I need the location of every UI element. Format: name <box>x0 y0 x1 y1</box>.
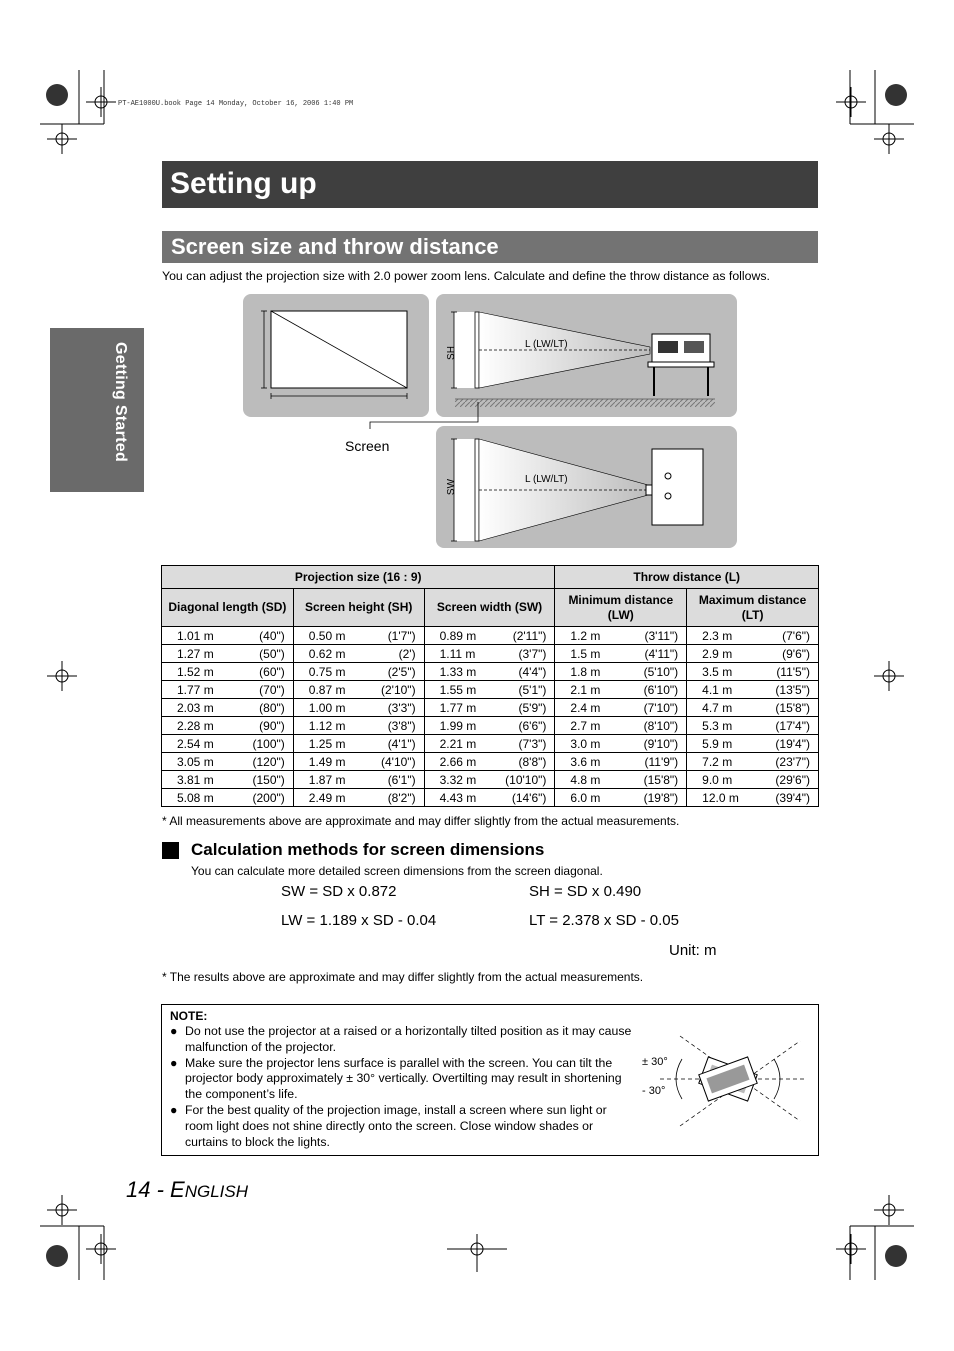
cell-metric: 2.66 m <box>439 754 477 769</box>
cell-metric: 1.49 m <box>308 754 346 769</box>
cell-metric: 1.55 m <box>439 682 477 697</box>
table-cell <box>162 771 294 789</box>
cell-imperial: (19'8") <box>643 790 679 805</box>
cell-metric: 7.2 m <box>702 754 733 769</box>
cell-imperial: (23'7") <box>775 754 810 769</box>
table-row <box>162 663 819 681</box>
header-throw-distance: Throw distance (L) <box>555 566 819 589</box>
cell-metric: 1.2 m <box>570 628 601 643</box>
cell-metric: 1.33 m <box>439 664 477 679</box>
cell-imperial: (60") <box>259 664 285 679</box>
cell-imperial: (2'11") <box>512 628 547 643</box>
calc-heading: Calculation methods for screen dimensions <box>191 840 545 859</box>
cell-imperial: (150") <box>252 772 285 787</box>
table-cell <box>555 789 687 807</box>
table-cell <box>293 645 424 663</box>
table-row <box>162 645 819 663</box>
cell-imperial: (3'11") <box>644 628 679 643</box>
cell-imperial: (4'10") <box>381 754 416 769</box>
table-cell <box>293 681 424 699</box>
cell-metric: 2.7 m <box>570 718 601 733</box>
table-cell <box>424 735 555 753</box>
table-cell <box>293 663 424 681</box>
cell-metric: 2.54 m <box>177 736 214 751</box>
cell-metric: 2.1 m <box>570 682 601 697</box>
cell-metric: 2.3 m <box>702 628 733 643</box>
table-cell <box>293 789 424 807</box>
table-cell <box>555 771 687 789</box>
table-cell <box>162 663 294 681</box>
cell-metric: 1.77 m <box>439 700 477 715</box>
table-cell <box>555 753 687 771</box>
cell-imperial: (17'4") <box>775 718 810 733</box>
cell-imperial: (2'5") <box>387 664 416 679</box>
table-cell <box>555 699 687 717</box>
table-row <box>162 753 819 771</box>
table-cell <box>424 717 555 735</box>
table-row <box>162 771 819 789</box>
cell-metric: 3.05 m <box>177 754 214 769</box>
table-cell <box>555 735 687 753</box>
cell-imperial: (11'5") <box>776 664 810 679</box>
table-cell <box>162 753 294 771</box>
cell-metric: 2.28 m <box>177 718 214 733</box>
table-cell <box>293 699 424 717</box>
cell-imperial: (7'6") <box>782 628 810 643</box>
note-item: ● For the best quality of the projection image, install a screen where sun light or room light does not shine directly onto the screen. Close window shades or curtains to block the lights. <box>170 1102 607 1149</box>
table-cell <box>687 771 819 789</box>
col-max-distance: Maximum distance (LT) <box>687 589 819 627</box>
cell-imperial: (120") <box>252 754 285 769</box>
table-row <box>162 699 819 717</box>
cell-metric: 1.01 m <box>177 628 214 643</box>
cell-metric: 2.9 m <box>702 646 733 661</box>
table-cell <box>555 717 687 735</box>
cell-imperial: (9'10") <box>643 736 679 751</box>
formula-sw: SW = SD x 0.872 <box>281 883 397 900</box>
header-projection-size: Projection size (16 : 9) <box>162 566 555 589</box>
formula-sh: SH = SD x 0.490 <box>529 883 642 900</box>
cell-imperial: (14'6") <box>511 790 547 805</box>
table-cell <box>424 627 555 645</box>
cell-metric: 0.50 m <box>308 628 346 643</box>
cell-imperial: (15'8") <box>775 700 810 715</box>
cell-metric: 5.9 m <box>702 736 733 751</box>
cell-imperial: (7'3") <box>518 736 547 751</box>
cell-metric: 0.87 m <box>308 682 346 697</box>
projection-diagram <box>240 292 740 552</box>
table-cell <box>424 753 555 771</box>
cell-imperial: (40") <box>259 628 285 643</box>
cell-imperial: (1'7") <box>387 628 416 643</box>
table-cell <box>293 717 424 735</box>
cell-imperial: (6'6") <box>518 718 547 733</box>
table-cell <box>293 735 424 753</box>
angle-plus-label: ± 30° <box>642 1056 668 1068</box>
table-cell <box>162 735 294 753</box>
cell-metric: 1.25 m <box>308 736 346 751</box>
cell-imperial: (15'8") <box>643 772 679 787</box>
table-cell <box>424 789 555 807</box>
cell-imperial: (3'3") <box>387 700 416 715</box>
table-cell <box>687 627 819 645</box>
side-tab-label: Getting Started <box>112 342 129 463</box>
cell-imperial: (8'8") <box>518 754 547 769</box>
table-cell <box>424 681 555 699</box>
formula-lt: LT = 2.378 x SD - 0.05 <box>529 912 679 929</box>
cell-imperial: (70") <box>259 682 285 697</box>
cell-metric: 1.00 m <box>308 700 346 715</box>
col-diagonal: Diagonal length (SD) <box>162 589 294 627</box>
table-row <box>162 627 819 645</box>
cell-metric: 1.99 m <box>439 718 477 733</box>
cell-imperial: (7'10") <box>643 700 679 715</box>
table-row <box>162 717 819 735</box>
top-distance-label: L (LW/LT) <box>525 474 568 485</box>
cell-imperial: (90") <box>259 718 285 733</box>
cell-metric: 9.0 m <box>702 772 733 787</box>
cell-metric: 3.32 m <box>439 772 477 787</box>
formula-lw: LW = 1.189 x SD - 0.04 <box>281 912 437 929</box>
table-row <box>162 681 819 699</box>
table-cell <box>424 771 555 789</box>
cell-imperial: (5'9") <box>518 700 547 715</box>
sh-label: SH <box>446 346 457 360</box>
table-cell <box>162 681 294 699</box>
printer-info-line: PT-AE1000U.book Page 14 Monday, October 16, 2006 1:40 PM <box>118 100 354 108</box>
section-side-tab <box>50 328 144 492</box>
section-heading-bar <box>162 231 818 263</box>
calc-footnote: * The results above are approximate and may differ slightly from the actual measurements. <box>162 970 644 984</box>
cell-imperial: (6'10") <box>643 682 679 697</box>
table-cell <box>555 681 687 699</box>
sw-label: SW <box>446 478 457 496</box>
note-title: NOTE: <box>170 1009 208 1023</box>
table-cell <box>424 645 555 663</box>
cell-imperial: (9'6") <box>782 646 810 661</box>
note-box <box>161 1004 819 1156</box>
table-cell <box>687 645 819 663</box>
cell-metric: 1.77 m <box>177 682 214 697</box>
cell-imperial: (4'4") <box>518 664 547 679</box>
cell-imperial: (39'4") <box>775 790 810 805</box>
table-cell <box>162 717 294 735</box>
cell-imperial: (11'9") <box>644 754 679 769</box>
table-cell <box>687 735 819 753</box>
cell-metric: 0.62 m <box>308 646 346 661</box>
cell-metric: 3.81 m <box>177 772 214 787</box>
cell-metric: 12.0 m <box>702 790 739 805</box>
cell-imperial: (6'1") <box>387 772 416 787</box>
cell-imperial: (13'5") <box>775 682 810 697</box>
cell-imperial: (29'6") <box>775 772 810 787</box>
cell-metric: 4.1 m <box>702 682 733 697</box>
table-cell <box>687 789 819 807</box>
note-item: ● Make sure the projector lens surface is parallel with the screen. You can tilt the projector body approximately ± 30° vertically. Overtilting may result in shortening the component’s life. <box>170 1055 622 1102</box>
cell-metric: 4.43 m <box>439 790 477 805</box>
cell-metric: 3.6 m <box>570 754 601 769</box>
heading-square-icon <box>162 842 179 859</box>
table-cell <box>293 753 424 771</box>
side-distance-label: L (LW/LT) <box>525 339 568 350</box>
table-cell <box>555 663 687 681</box>
projector-top-icon <box>652 449 703 525</box>
table-cell <box>424 663 555 681</box>
table-cell <box>293 771 424 789</box>
cell-metric: 1.87 m <box>308 772 346 787</box>
cell-imperial: (200") <box>252 790 285 805</box>
cell-metric: 0.89 m <box>439 628 477 643</box>
cell-metric: 1.12 m <box>308 718 346 733</box>
cell-metric: 3.5 m <box>702 664 733 679</box>
cell-metric: 1.8 m <box>570 664 601 679</box>
cell-metric: 2.4 m <box>570 700 601 715</box>
col-min-distance: Minimum distance (LW) <box>555 589 687 627</box>
cell-metric: 1.11 m <box>439 646 476 661</box>
cell-metric: 4.7 m <box>702 700 733 715</box>
calc-description: You can calculate more detailed screen dimensions from the screen diagonal. <box>191 864 603 878</box>
page-title: Setting up <box>170 167 317 200</box>
table-cell <box>424 699 555 717</box>
cell-metric: 1.5 m <box>570 646 601 661</box>
unit-label: Unit: m <box>669 942 717 959</box>
page-title-bar <box>162 161 818 208</box>
cell-metric: 3.0 m <box>570 736 601 751</box>
cell-imperial: (100") <box>252 736 285 751</box>
table-cell <box>162 627 294 645</box>
cell-imperial: (5'1") <box>518 682 547 697</box>
cell-imperial: (5'10") <box>643 664 679 679</box>
screen-label: Screen <box>345 438 390 454</box>
table-cell <box>687 681 819 699</box>
cell-imperial: (8'2") <box>387 790 416 805</box>
note-item: ● Do not use the projector at a raised or a horizontally tilted position as it may cause malfunction of the projector. <box>170 1024 632 1054</box>
section-heading: Screen size and throw distance <box>171 234 499 259</box>
table-cell <box>162 645 294 663</box>
cell-metric: 6.0 m <box>570 790 601 805</box>
table-footnote: * All measurements above are approximate and may differ slightly from the actual measurements. <box>162 814 680 828</box>
cell-metric: 1.52 m <box>177 664 214 679</box>
cell-imperial: (3'8") <box>387 718 416 733</box>
table-cell <box>555 627 687 645</box>
cell-imperial: (4'11") <box>644 646 679 661</box>
cell-imperial: (2') <box>398 646 416 661</box>
cell-imperial: (8'10") <box>643 718 679 733</box>
table-cell <box>687 663 819 681</box>
table-cell <box>687 753 819 771</box>
cell-imperial: (4'1") <box>387 736 416 751</box>
col-screen-height: Screen height (SH) <box>293 589 424 627</box>
cell-imperial: (50") <box>259 646 285 661</box>
cell-imperial: (19'4") <box>775 736 810 751</box>
page-number: 14 - ENGLISH <box>126 1177 249 1202</box>
col-screen-width: Screen width (SW) <box>424 589 555 627</box>
cell-metric: 5.08 m <box>177 790 214 805</box>
cell-metric: 2.49 m <box>308 790 346 805</box>
table-cell <box>293 627 424 645</box>
table-body <box>162 627 819 807</box>
table-cell <box>555 645 687 663</box>
note-list <box>170 1024 632 1150</box>
cell-imperial: (10'10") <box>505 772 547 787</box>
table-cell <box>687 699 819 717</box>
projection-table <box>161 565 819 807</box>
table-row <box>162 735 819 753</box>
cell-metric: 0.75 m <box>308 664 346 679</box>
table-cell <box>162 789 294 807</box>
cell-metric: 4.8 m <box>570 772 601 787</box>
cell-metric: 2.21 m <box>439 736 477 751</box>
intro-text: You can adjust the projection size with 2.0 power zoom lens. Calculate and define the throw distance as follows. <box>162 269 770 283</box>
table-cell <box>687 717 819 735</box>
cell-metric: 2.03 m <box>177 700 214 715</box>
tilt-angle-diagram <box>640 1031 810 1131</box>
cell-imperial: (80") <box>259 700 285 715</box>
table-cell <box>162 699 294 717</box>
cell-imperial: (2'10") <box>381 682 416 697</box>
cell-metric: 5.3 m <box>702 718 733 733</box>
table-row <box>162 789 819 807</box>
cell-metric: 1.27 m <box>177 646 214 661</box>
cell-imperial: (3'7") <box>518 646 547 661</box>
angle-minus-label: - 30° <box>642 1085 666 1097</box>
